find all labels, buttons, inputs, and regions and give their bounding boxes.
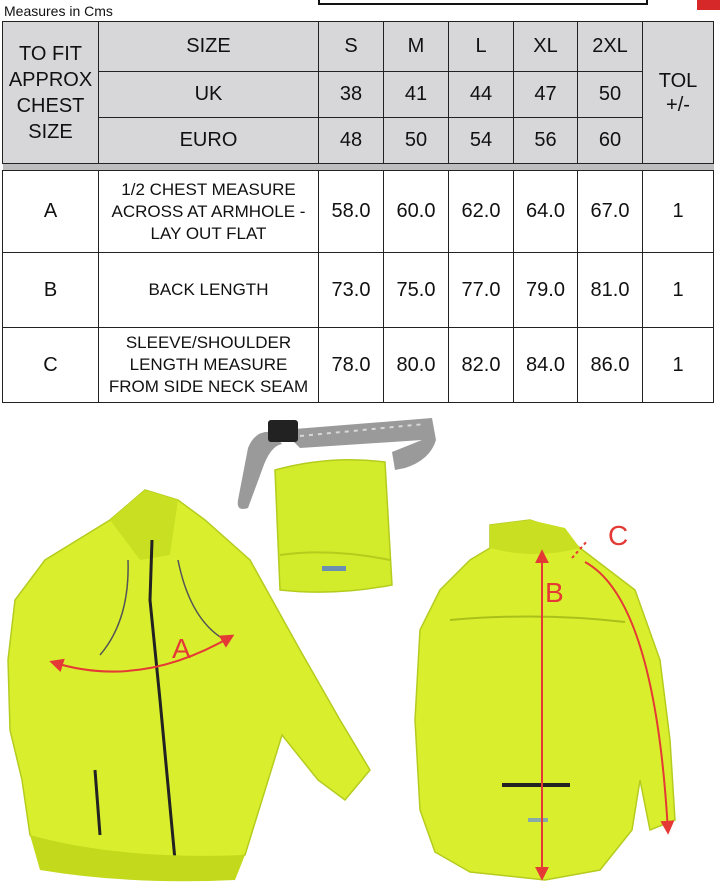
code-a: A (3, 171, 99, 253)
uk-row (3, 72, 714, 118)
uk-label: UK (99, 72, 319, 118)
c-2xl: 86.0 (578, 328, 643, 403)
tol-line-1: TOL (658, 69, 698, 92)
euro-row (3, 118, 714, 164)
pouch-body (275, 460, 392, 592)
size-l: L (449, 22, 514, 72)
decorative-box (318, 0, 648, 5)
a-l: 62.0 (449, 171, 514, 253)
euro-xl: 56 (514, 118, 578, 164)
back-jacket (415, 520, 675, 880)
description-a-line-1: 1/2 CHEST MEASURE (121, 179, 296, 199)
c-xl: 84.0 (514, 328, 578, 403)
measures-caption: Measures in Cms (4, 3, 113, 19)
a-tol: 1 (643, 171, 714, 253)
separator-row (3, 164, 714, 171)
to-fit-line-3: CHEST (16, 94, 85, 117)
back-jacket-body (415, 520, 675, 880)
code-b: B (3, 253, 99, 328)
measure-row-b (3, 253, 714, 328)
a-s: 58.0 (319, 171, 384, 253)
b-2xl: 81.0 (578, 253, 643, 328)
to-fit-line-4: SIZE (28, 120, 73, 143)
uk-xl: 47 (514, 72, 578, 118)
back-jacket-collar (490, 520, 580, 554)
to-fit-line-1: TO FIT (19, 42, 82, 65)
packed-jacket-pouch (238, 418, 436, 592)
b-l: 77.0 (449, 253, 514, 328)
a-2xl: 67.0 (578, 171, 643, 253)
measure-label-a: A (172, 633, 191, 664)
buckle-icon (268, 420, 298, 442)
euro-2xl: 60 (578, 118, 643, 164)
description-b (99, 253, 319, 328)
separator-band (3, 164, 714, 171)
size-m: M (384, 22, 449, 72)
uk-2xl: 50 (578, 72, 643, 118)
a-xl: 64.0 (514, 171, 578, 253)
size-row (3, 22, 714, 72)
description-c-line-1: SLEEVE/SHOULDER (125, 333, 292, 352)
tol-line-2: +/- (666, 93, 690, 116)
euro-m: 50 (384, 118, 449, 164)
tol-label-cell (643, 22, 714, 164)
size-xl: XL (514, 22, 578, 72)
measure-label-b: B (545, 577, 564, 608)
red-corner-mark (697, 0, 720, 10)
size-2xl: 2XL (578, 22, 643, 72)
to-fit-line-2: APPROX (8, 68, 93, 91)
description-a (99, 171, 319, 253)
measure-label-c: C (608, 520, 629, 551)
back-logo (528, 818, 548, 822)
uk-m: 41 (384, 72, 449, 118)
description-b-line-1: BACK LENGTH (148, 280, 269, 299)
b-m: 75.0 (384, 253, 449, 328)
c-tol: 1 (643, 328, 714, 403)
description-c (99, 328, 319, 403)
euro-label: EURO (99, 118, 319, 164)
measure-row-a (3, 171, 714, 253)
description-c-line-2: LENGTH MEASURE (129, 355, 288, 374)
c-m: 80.0 (384, 328, 449, 403)
pouch-logo (322, 566, 346, 571)
description-a-line-3: LAY OUT FLAT (150, 223, 267, 243)
size-label: SIZE (99, 22, 319, 72)
b-s: 73.0 (319, 253, 384, 328)
a-m: 60.0 (384, 171, 449, 253)
size-chart-table (2, 21, 714, 403)
c-l: 82.0 (449, 328, 514, 403)
uk-l: 44 (449, 72, 514, 118)
b-xl: 79.0 (514, 253, 578, 328)
euro-l: 54 (449, 118, 514, 164)
euro-s: 48 (319, 118, 384, 164)
c-s: 78.0 (319, 328, 384, 403)
description-a-line-2: ACROSS AT ARMHOLE - (111, 201, 306, 221)
b-tol: 1 (643, 253, 714, 328)
description-c-line-3: FROM SIDE NECK SEAM (108, 377, 309, 396)
size-s: S (319, 22, 384, 72)
measure-row-c (3, 328, 714, 403)
uk-s: 38 (319, 72, 384, 118)
code-c: C (3, 328, 99, 403)
jacket-illustrations (0, 410, 720, 887)
to-fit-label-cell (3, 22, 99, 164)
